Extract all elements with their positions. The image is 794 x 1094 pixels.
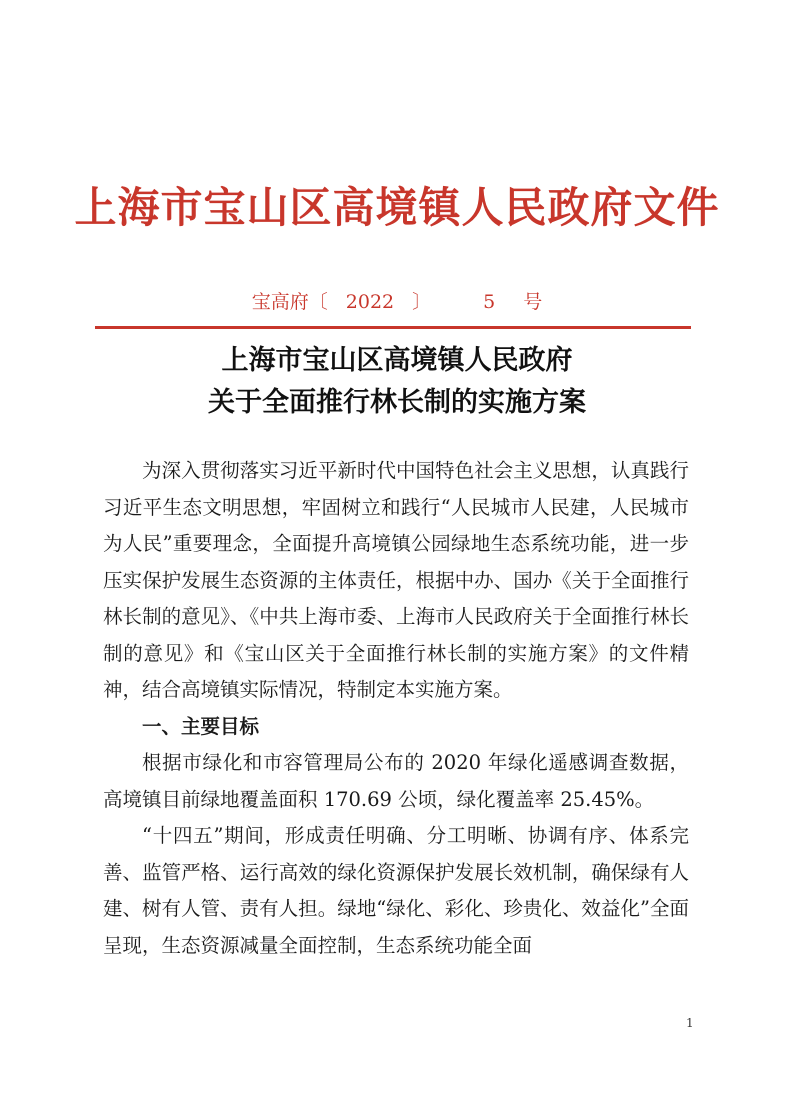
- doc-number-bracket-close: 〕: [412, 291, 432, 313]
- paragraph-intro: 为深入贯彻落实习近平新时代中国特色社会主义思想，认真践行习近平生态文明思想，牢固树立和践行“人民城市人民建，人民城市为人民”重要理念，全面提升高境镇公园绿地生态系统功能，进一步压实保护发展生态资源的主体责任，根据中办、国办《关于全面推行林长制的意见》、《中共上海市委、上海市人民政府关于全面推行林长制的意见》和《宝山区关于全面推行林长制的实施方案》的文件精神，结合高境镇实际情况，特制定本实施方案。: [103, 459, 689, 701]
- page-number: 1: [686, 1016, 694, 1030]
- doc-number-bracket-open: 〔: [308, 291, 328, 313]
- doc-number-year: 2022: [345, 291, 395, 313]
- document-title-line-2: 关于全面推行林长制的实施方案: [208, 387, 586, 418]
- section-heading-main-goals: 一、主要目标: [142, 714, 260, 738]
- document-body: [103, 453, 689, 964]
- document-title: [0, 340, 794, 424]
- red-separator-rule: [95, 326, 691, 329]
- doc-number-prefix: 宝高府: [251, 291, 309, 313]
- document-title-line-1: 上海市宝山区高境镇人民政府: [221, 345, 573, 376]
- paragraph-green-coverage: 根据市绿化和市容管理局公布的 2020 年绿化遥感调查数据，高境镇目前绿地覆盖面积 170.69 公顷，绿化覆盖率 25.45%。: [103, 751, 689, 811]
- doc-number-suffix: 号: [523, 291, 543, 313]
- document-number: [0, 288, 794, 316]
- paragraph-five-year-plan: “十四五”期间，形成责任明确、分工明晰、协调有序、体系完善、监管严格、运行高效的绿化资源保护发展长效机制，确保绿有人建、树有人管、责有人担。绿地“绿化、彩化、珍贵化、效益化”全面呈现，生态资源减量全面控制，生态系统功能全面: [103, 824, 689, 957]
- doc-number-number: 5: [483, 291, 496, 313]
- document-header-title: 上海市宝山区高境镇人民政府文件: [74, 183, 720, 232]
